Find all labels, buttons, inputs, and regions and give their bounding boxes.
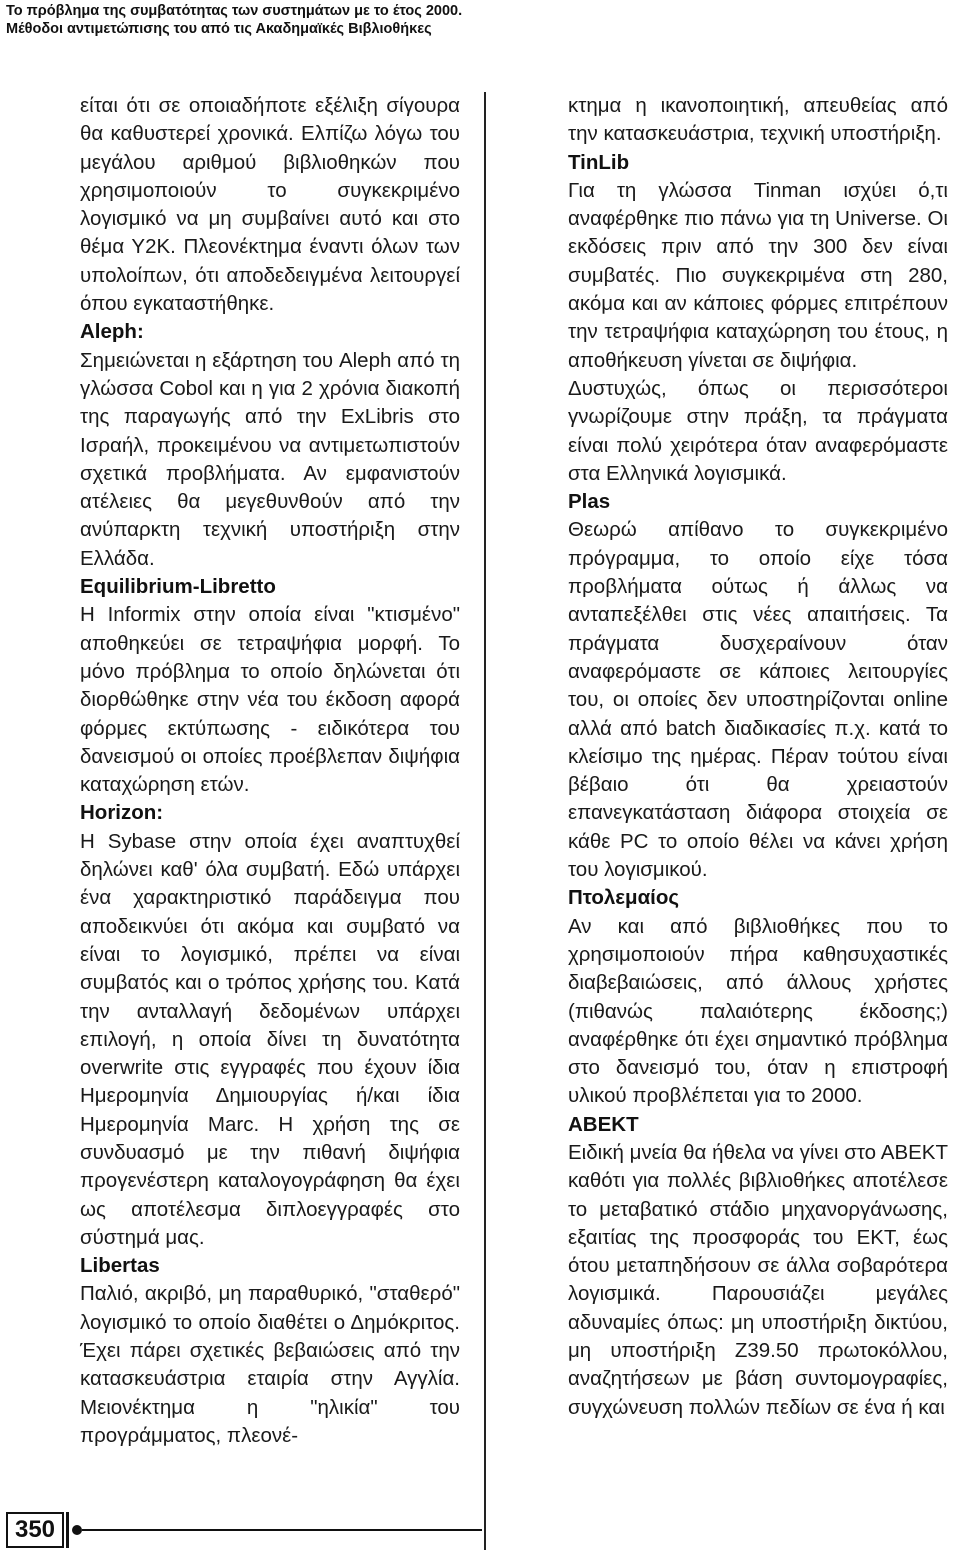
running-head-subtitle: Μέθοδοι αντιμετώπισης του από τις Ακαδημαϊκές Βιβλιοθήκες	[6, 21, 432, 37]
footer-bullet-icon	[72, 1525, 82, 1535]
plas-paragraph: Θεωρώ απίθανο το συγκεκριμένο πρόγραμμα, το οποίο είχε τόσα προβλήματα ούτως ή άλλως να ανταπεξέλθει στις νέες απαιτήσεις. Τα πράγματα δυσχεραίνουν όταν αναφερόμαστε σε κάποιες λειτουργίες του, οι οποίες δεν υποστηρίζονται online αλλά από batch διαδικασίες π.χ. κατά το κλείσιμο της ημέρας. Πέραν τούτου είναι βέβαιο ότι θα χρειαστούν επανεγκατάσταση διάφορα στοιχεία σε κάθε PC το οποίο θέλει να κάνει χρήση του λογισμικού.	[568, 518, 948, 882]
equilibrium-heading: Equilibrium-Libretto	[80, 575, 276, 599]
column-divider	[484, 92, 486, 1550]
left-column	[80, 92, 460, 1450]
running-head-title: Το πρόβλημα της συμβατότητας των συστημάτων με το έτος 2000.	[6, 3, 463, 19]
libertas-paragraph: Παλιό, ακριβό, μη παραθυρικό, "σταθερό" λογισμικό το οποίο διαθέτει ο Δημόκριτος. Έχει πάρει σχετικές βεβαιώσεις από την κατασκευάστρια εταιρία στην Αγγλία. Μειονέκτημα η "ηλικία" του προγράμματος, πλεονέ-	[80, 1282, 460, 1447]
left-intro-paragraph: είται ότι σε οποιαδήποτε εξέλιξη σίγουρα θα καθυστερεί χρονικά. Ελπίζω λόγω του μεγάλου αριθμού βιβλιοθηκών που χρησιμοποιούν το συγκεκριμένο λογισμικό να μη συμβαίνει αυτό και στο θέμα Υ2Κ. Πλεονέκτημα έναντι όλων των υπολοίπων, ότι αποδεδειγμένα λειτουργεί όπου εγκαταστήθηκε.	[80, 94, 460, 316]
abekt-heading: ΑΒΕΚΤ	[568, 1112, 639, 1136]
page-number: 350	[6, 1512, 64, 1548]
abekt-paragraph: Ειδική μνεία θα ήθελα να γίνει στο ΑΒΕΚΤ καθότι για πολλές βιβλιοθήκες αποτέλεσε το μεταβατικό στάδιο μηχανοργάνωσης, εξαιτίας της προσφοράς του ΕΚΤ, έως ότου μεταπηδήσουν σε άλλα σοβαρότερα λογισμικά. Παρουσιάζει μεγάλες αδυναμίες όπως: μη υποστήριξη δικτύου, μη υποστήριξη Ζ39.50 πρωτοκόλλου, αναζητήσεων με βάση συντομογραφίες, συγχώνευση πολλών πεδίων σε ένα ή και	[568, 1140, 948, 1419]
equilibrium-paragraph: Η Informix στην οποία είναι "κτισμένο" αποθηκεύει σε τετραψήφια μορφή. Το μόνο πρόβλημα το οποίο δηλώνεται ότι διορθώθηκε στην νέα του έκδοση αφορά φόρμες εκτύπωσης - ειδικότερα του δανεισμού οι οποίες προέβλεπαν διψήφια καταχώρηση ετών.	[80, 603, 460, 797]
running-head	[6, 2, 462, 38]
tinlib-heading: TinLib	[568, 150, 630, 174]
ptolemaios-heading: Πτολεμαίος	[568, 886, 680, 910]
ptolemaios-paragraph: Αν και από βιβλιοθήκες που το χρησιμοποιούν πήρα καθησυχαστικές διαβεβαιώσεις, από άλλους χρήστες (πιθανώς παλαιότερης έκδοσης;) αναφέρθηκε ότι έχει σημαντικό πρόβλημα στο δανεισμό του, όταν η επιστροφή υλικού προβλέπεται για το 2000.	[568, 914, 948, 1108]
plas-heading: Plas	[568, 490, 611, 514]
horizon-heading: Horizon:	[80, 801, 164, 825]
horizon-paragraph: Η Sybase στην οποία έχει αναπτυχθεί δηλώνει καθ' όλα συμβατή. Εδώ υπάρχει ένα χαρακτηριστικό παράδειγμα που αποδεικνύει ότι ακόμα και συμβατό να είναι το λογισμικό, πρέπει να είναι συμβατός και ο τρόπος χρήσης του. Κατά την ανταλλαγή δεδομένων υπάρχει επιλογή, η οποία δίνει τη δυνατότητα overwrite στις εγγραφές που έχουν ίδια Ημερομηνία Δημιουργίας ή/και ίδια Ημερομηνία Marc. Η χρήση της σε συνδυασμό με την πιθανή διψήφια προγενέστερη καταλογογράφηση θα έχει ως αποτέλεσμα διπλοεγγραφές στο σύστημά μας.	[80, 829, 460, 1249]
footer-rule	[82, 1529, 482, 1531]
aleph-heading: Aleph:	[80, 320, 144, 344]
aleph-paragraph: Σημειώνεται η εξάρτηση του Aleph από τη γλώσσα Cobol και η για 2 χρόνια διακοπή της παραγωγής από την ExLibris στο Ισραήλ, προκειμένου να αντιμετωπιστούν σχετικά προβλήματα. Αν εμφανιστούν ατέλειες θα μεγεθυνθούν από την ανύπαρκτη τεχνική υποστήριξη στην Ελλάδα.	[80, 348, 460, 570]
right-intro-paragraph: κτημα η ικανοποιητική, απευθείας από την κατασκευάστρια, τεχνική υποστήριξη.	[568, 94, 948, 146]
greek-software-paragraph: Δυστυχώς, όπως οι περισσότεροι γνωρίζουμε στην πράξη, τα πράγματα είναι πολύ χειρότερα όταν αναφερόμαστε στα Ελληνικά λογισμικά.	[568, 376, 948, 485]
tinlib-paragraph: Για τη γλώσσα Tinman ισχύει ό,τι αναφέρθηκε πιο πάνω για τη Universe. Οι εκδόσεις πριν από την 300 δεν είναι συμβατές. Πιο συγκεκριμένα στη 280, ακόμα και αν κάποιες φόρμες επιτρέπουν την τετραψήφια καταχώρηση του έτους, η αποθήκευση γίνεται σε διψήφια.	[568, 178, 948, 372]
right-column	[568, 92, 948, 1422]
page-number-bar	[66, 1512, 69, 1548]
libertas-heading: Libertas	[80, 1254, 160, 1278]
